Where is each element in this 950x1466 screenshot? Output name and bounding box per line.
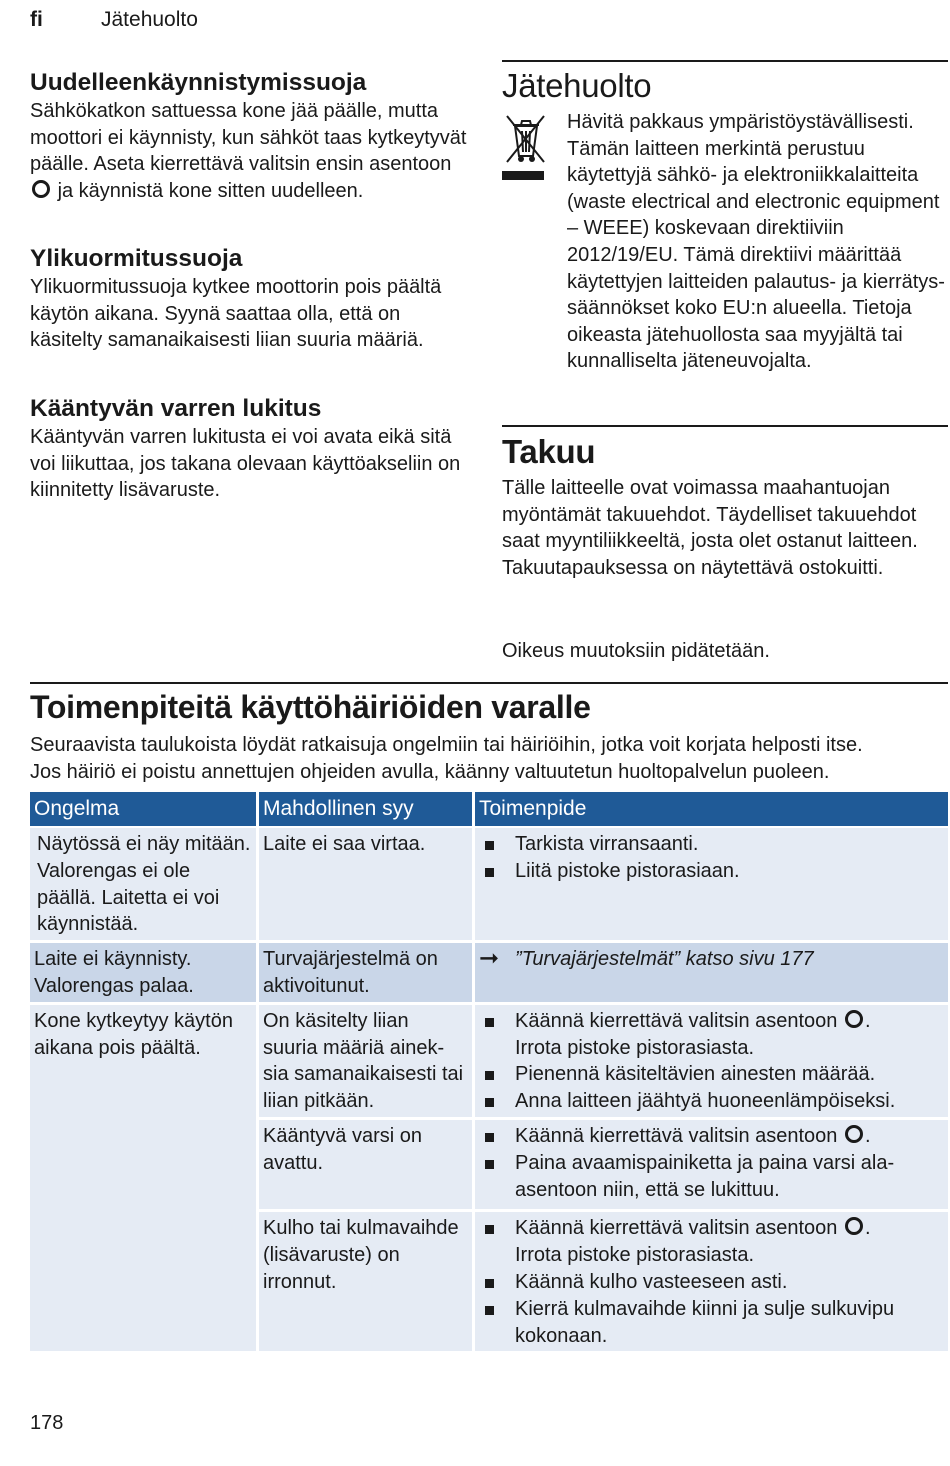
troubleshooting-intro-2: Jos häiriö ei poistu annettujen ohjeiden avulla, käänny valtuutetun huoltopalvelun puoleen.	[30, 761, 830, 783]
action-cell	[475, 1120, 948, 1212]
troubleshooting-table	[30, 792, 948, 1354]
arm-lock-heading: Kääntyvän varren lukitus	[30, 395, 322, 422]
section-rule	[30, 682, 948, 684]
action-item: Käännä kulho vasteeseen asti.	[479, 1269, 944, 1296]
warranty-text: Tälle laitteelle ovat voimassa maahantuojan myöntämät takuuehdot. Täydelliset takuuehdot saat myyntiliikkeeltä, josta olet ostanut laitteen. Takuutapauksessa on näytettävä ostokuitti.	[502, 477, 918, 579]
cross-reference-text: ”Turvajärjestelmät” katso sivu 177	[515, 948, 814, 971]
problem-cell: Kone kytkeytyy käytön aikana pois päältä.	[30, 1005, 259, 1355]
overload-protection-section	[30, 244, 475, 354]
language-code: fi	[30, 8, 43, 31]
off-position-icon	[32, 180, 50, 198]
troubleshooting-heading: Toimenpiteitä käyttöhäiriöiden varalle	[30, 689, 591, 725]
problem-cell: Laite ei käynnisty. Valorengas palaa.	[30, 943, 259, 1005]
action-cell	[475, 1212, 948, 1354]
action-item: Kierrä kulmavaihde kiinni ja sulje sulkuvipu kokonaan.	[479, 1296, 944, 1350]
action-item-text: Käännä kierrettävä valitsin asentoon	[515, 1124, 838, 1147]
action-item: Käännä kierrettävä valitsin asentoon . Irrota pistoke pistorasiasta.	[479, 1008, 944, 1062]
column-header-cause: Mahdollinen syy	[259, 792, 475, 828]
action-cell	[475, 828, 948, 943]
troubleshooting-intro-1: Seuraavista taulukoista löydät ratkaisuja ongelmiin tai häiriöihin, jotka voit korjata helposti itse.	[30, 734, 863, 756]
arm-lock-text: Kääntyvän varren lukitusta ei voi avata eikä sitä voi liikuttaa, jos takana olevaan käyttöakseliin on kiinnitetty lisävaruste.	[30, 426, 461, 502]
table-header-row	[30, 792, 948, 828]
arrow-right-icon: ➞	[479, 945, 500, 973]
off-position-icon	[845, 1010, 863, 1028]
problem-cell: Näytössä ei näy mitään. Valorengas ei ole päällä. Laitetta ei voi käynnistää.	[30, 828, 259, 943]
rights-reserved-note: Oikeus muutoksiin pidätetään.	[502, 640, 770, 662]
action-item: Liitä pistoke pistorasiaan.	[479, 858, 944, 885]
running-header-title: Jätehuolto	[101, 8, 198, 31]
overload-protection-text: Ylikuormitussuoja kytkee moottorin pois päältä käytön aikana. Syynä saattaa olla, että on käsitelty samanaikaisesti liian suuria määriä.	[30, 276, 442, 352]
action-item: Paina avaamispainiketta ja paina varsi ala-asentoon niin, että se lukittuu.	[479, 1150, 944, 1204]
column-header-action: Toimenpide	[475, 792, 948, 828]
disposal-heading: Jätehuolto	[502, 67, 652, 104]
page-number: 178	[30, 1412, 64, 1434]
cause-cell: Kääntyvä varsi on avattu.	[259, 1120, 475, 1212]
cause-cell: Laite ei saa virtaa.	[259, 828, 475, 943]
action-item-text: Käännä kierrettävä valitsin asentoon	[515, 1217, 838, 1240]
action-cell	[475, 943, 948, 1005]
cause-cell: On käsitelty liian suuria määriä ainek-sia samanaikaisesti tai liian pitkään.	[259, 1005, 475, 1120]
restart-protection-section	[30, 68, 475, 204]
weee-crossed-bin-icon	[502, 112, 546, 184]
off-position-icon	[845, 1217, 863, 1235]
action-item: Tarkista virransaanti.	[479, 831, 944, 858]
cause-cell: Turvajärjestelmä on aktivoitunut.	[259, 943, 475, 1005]
action-item-text: Irrota pistoke pistorasiasta.	[515, 1244, 754, 1267]
disposal-text: Hävitä pakkaus ympäristöystävällisesti. Tämän laitteen merkintä perustuu käytettyjä sähkö- ja elektroniikkalaitteita (waste electrical and electronic equipment – WEEE) koskevaan direktiiviin 2012/19/EU. Tämä direktiivi määrittää käytettyjen laitteiden palautus- ja kierrätys-säännökset koko EU:n alueella. Tietoja oikeasta jätehuollosta saa myyjältä tai kunnalliselta jäteneuvojalta.	[567, 111, 945, 373]
arm-lock-section	[30, 394, 475, 504]
action-item: Anna laitteen jäähtyä huoneenlämpöiseksi.	[479, 1088, 944, 1115]
column-header-problem: Ongelma	[30, 792, 259, 828]
action-item-text: Käännä kierrettävä valitsin asentoon	[515, 1009, 838, 1032]
action-cell	[475, 1005, 948, 1120]
section-rule	[502, 60, 948, 62]
warranty-heading: Takuu	[502, 433, 596, 470]
restart-protection-text-part1: Sähkökatkon sattuessa kone jää päälle, mutta moottori ei käynnisty, kun sähköt taas kytkeytyvät päälle. Aseta kierrettävä valitsin ensin asentoon	[30, 100, 467, 176]
action-item: Käännä kierrettävä valitsin asentoon .	[479, 1123, 944, 1150]
table-row	[30, 828, 948, 943]
cause-cell: Kulho tai kulmavaihde (lisävaruste) on irronnut.	[259, 1212, 475, 1354]
restart-protection-heading: Uudelleenkäynnistymissuoja	[30, 69, 367, 96]
section-rule	[502, 425, 948, 427]
cross-reference	[479, 946, 944, 973]
restart-protection-text-part2: ja käynnistä kone sitten uudelleen.	[57, 179, 364, 202]
table-row	[30, 1005, 948, 1120]
action-item: Pienennä käsiteltävien ainesten määrää.	[479, 1061, 944, 1088]
overload-protection-heading: Ylikuormitussuoja	[30, 245, 243, 272]
action-item: Käännä kierrettävä valitsin asentoon . Irrota pistoke pistorasiasta.	[479, 1215, 944, 1269]
action-item-text: Irrota pistoke pistorasiasta.	[515, 1036, 754, 1059]
off-position-icon	[845, 1125, 863, 1143]
restart-protection-text	[30, 98, 475, 204]
table-row	[30, 943, 948, 1005]
